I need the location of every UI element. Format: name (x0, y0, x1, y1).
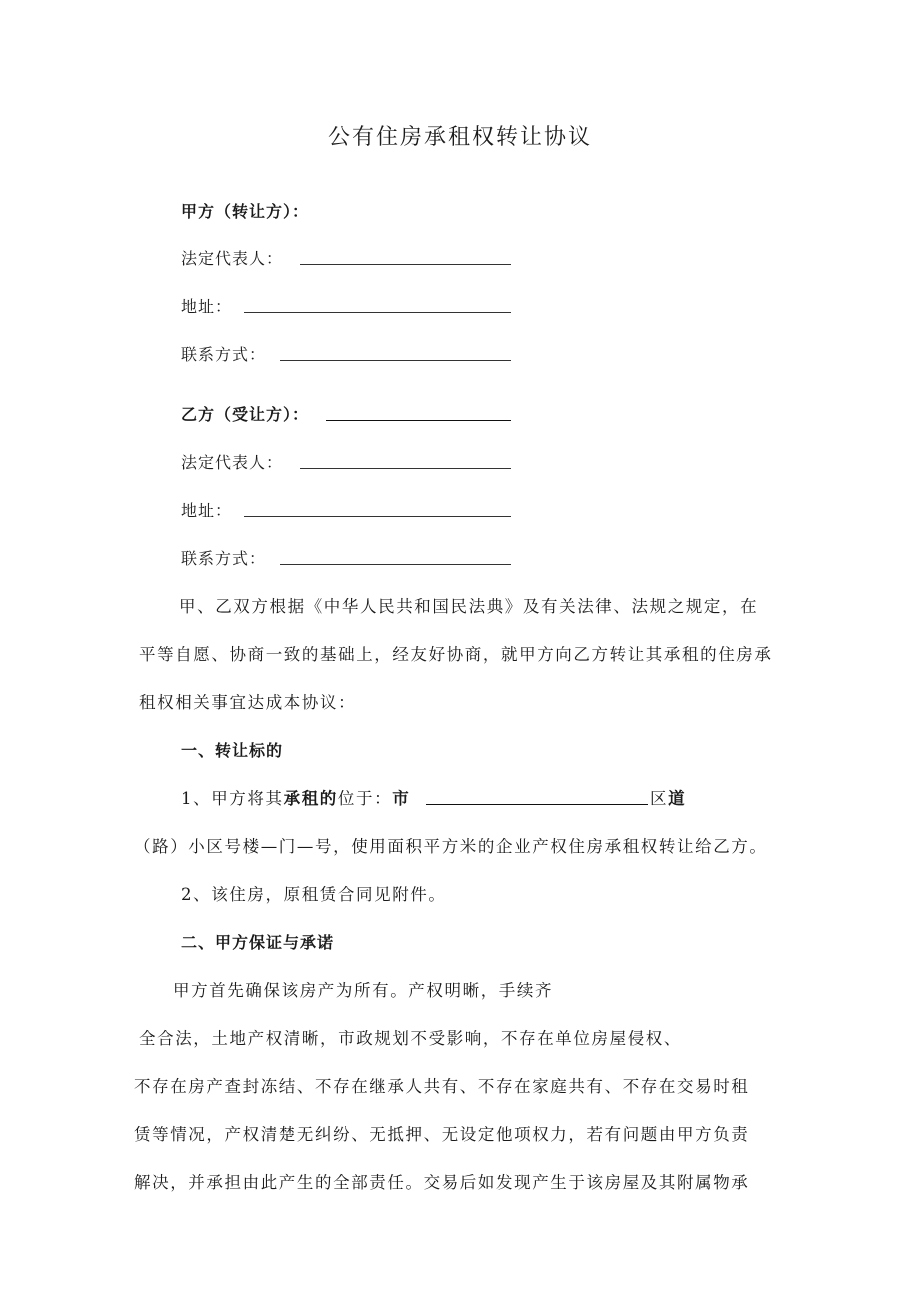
section-2-line-1: 甲方首先确保该房产为所有。产权明晰，手续齐 (173, 981, 554, 1000)
party-a-representative-blank[interactable] (300, 248, 511, 265)
party-b-contact-row (181, 547, 266, 571)
party-b-representative-row (181, 451, 283, 475)
party-b-contact-label: 联系方式： (181, 549, 267, 568)
section-2-line-4: 赁等情况，产权清楚无纠纷、无抵押、无设定他项权力，若有问题由甲方负责 (134, 1125, 750, 1144)
section-1-heading: 一、转让标的 (181, 741, 284, 760)
item-1-text-district: 区 (650, 789, 669, 808)
party-b-address-row (181, 499, 232, 523)
section-2-line-2: 全合法，土地产权清晰，市政规划不受影响，不存在单位房屋侵权、 (139, 1029, 682, 1048)
item-1-text-a: 1、甲方将其 (181, 789, 284, 808)
section-1-item-2: 2、该住房，原租赁合同见附件。 (181, 885, 447, 904)
item-1-bold-rent: 承租的 (283, 789, 338, 808)
item-1-district (650, 787, 686, 811)
party-a-heading: 甲方（转让方）： (181, 202, 310, 221)
section-1-item-1 (181, 787, 410, 811)
item-1-bold-road: 道 (668, 789, 687, 808)
item-1-location-blank[interactable] (426, 788, 648, 805)
item-1-bold-city: 市 (392, 789, 411, 808)
party-b-address-label: 地址： (181, 501, 233, 520)
party-a-address-row (181, 295, 232, 319)
section-2-line-3: 不存在房产查封冻结、不存在继承人共有、不存在家庭共有、不存在交易时租 (134, 1077, 750, 1096)
document-title: 公有住房承租权转让协议 (327, 125, 592, 150)
preamble-line-2: 平等自愿、协商一致的基础上，经友好协商，就甲方向乙方转让其承租的住房承 (139, 645, 773, 664)
preamble-line-3: 租权相关事宜达成本协议： (139, 693, 357, 712)
party-a-address-blank[interactable] (244, 296, 511, 313)
preamble-line-1: 甲、乙双方根据《中华人民共和国民法典》及有关法律、法规之规定，在 (179, 597, 759, 616)
party-a-address-label: 地址： (181, 297, 233, 316)
party-b-name-blank[interactable] (326, 404, 511, 421)
party-a-contact-blank[interactable] (280, 344, 511, 361)
section-2-line-5: 解决，并承担由此产生的全部责任。交易后如发现产生于该房屋及其附属物承 (134, 1173, 750, 1192)
party-a-representative-row (181, 247, 283, 271)
section-2-heading: 二、甲方保证与承诺 (181, 933, 335, 952)
section-1-item-1-line-2: （路）小区号楼—门—号，使用面积平方米的企业产权住房承租权转让给乙方。 (134, 837, 768, 856)
party-b-address-blank[interactable] (244, 500, 511, 517)
party-b-representative-label: 法定代表人： (181, 453, 284, 472)
item-1-text-b: 位于： (337, 789, 393, 808)
party-b-heading: 乙方（受让方）： (181, 405, 310, 424)
party-a-representative-label: 法定代表人： (181, 249, 284, 268)
party-b-representative-blank[interactable] (300, 452, 511, 469)
party-a-contact-label: 联系方式： (181, 345, 267, 364)
party-a-contact-row (181, 343, 266, 367)
party-b-contact-blank[interactable] (280, 548, 511, 565)
